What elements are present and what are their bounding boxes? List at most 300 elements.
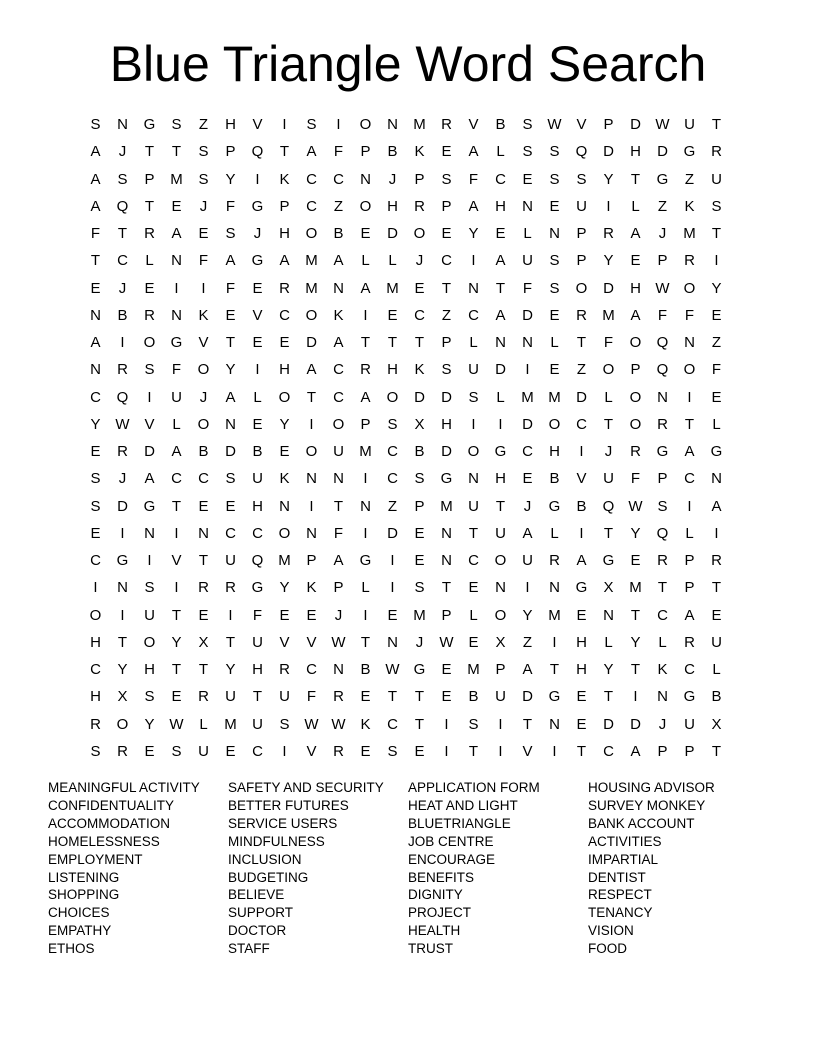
grid-letter: G — [440, 470, 453, 488]
grid-letter: C — [90, 388, 101, 406]
word-list-item: BANK ACCOUNT — [588, 815, 695, 831]
grid-letter: Y — [603, 252, 614, 270]
grid-letter: L — [145, 252, 154, 270]
word-list-item: BELIEVE — [228, 887, 285, 903]
grid-letter: L — [388, 252, 397, 270]
grid-row — [82, 329, 732, 356]
grid-letter: O — [305, 306, 318, 324]
grid-letter: L — [361, 252, 370, 270]
grid-letter: I — [498, 715, 503, 733]
word-list-item: ACCOMMODATION — [48, 815, 170, 831]
grid-letter: S — [387, 415, 398, 433]
grid-letter: T — [252, 688, 263, 706]
grid-letter: E — [711, 388, 722, 406]
grid-letter: E — [441, 225, 452, 243]
grid-row — [82, 356, 732, 383]
grid-letter: Y — [603, 170, 614, 188]
word-list-item: HEAT AND LIGHT — [408, 797, 518, 813]
grid-letter: L — [604, 633, 613, 651]
grid-row — [82, 574, 732, 601]
grid-letter: F — [198, 252, 209, 270]
grid-letter: N — [117, 116, 128, 134]
grid-letter: T — [468, 742, 479, 760]
grid-letter: M — [467, 661, 480, 679]
grid-letter: D — [603, 715, 614, 733]
grid-letter: D — [387, 225, 398, 243]
grid-letter: C — [171, 470, 182, 488]
grid-letter: S — [171, 116, 182, 134]
grid-letter: C — [414, 306, 425, 324]
grid-letter: U — [576, 197, 587, 215]
word-list — [48, 779, 768, 958]
grid-row — [82, 520, 732, 547]
grid-letter: N — [549, 225, 560, 243]
grid-letter: N — [333, 661, 344, 679]
grid-letter: C — [387, 443, 398, 461]
grid-letter: N — [225, 415, 236, 433]
grid-letter: E — [279, 334, 290, 352]
word-list-item: LISTENING — [48, 869, 120, 885]
grid-letter: D — [522, 688, 533, 706]
grid-letter: A — [333, 334, 344, 352]
grid-letter: D — [495, 361, 506, 379]
grid-letter: S — [468, 388, 479, 406]
grid-letter: W — [655, 279, 670, 297]
grid-letter: A — [684, 606, 695, 624]
grid-letter: D — [441, 443, 452, 461]
grid-row — [82, 493, 732, 520]
grid-letter: O — [683, 279, 696, 297]
grid-letter: T — [630, 661, 641, 679]
grid-letter: O — [278, 388, 291, 406]
grid-letter: N — [171, 306, 182, 324]
grid-letter: E — [225, 742, 236, 760]
grid-letter: I — [579, 524, 584, 542]
grid-letter: U — [495, 688, 506, 706]
grid-letter: P — [576, 225, 587, 243]
word-list-item: VISION — [588, 923, 634, 939]
grid-letter: Y — [171, 633, 182, 651]
grid-letter: I — [714, 524, 719, 542]
grid-letter: H — [495, 470, 506, 488]
grid-letter: F — [252, 606, 263, 624]
grid-letter: D — [225, 443, 236, 461]
grid-letter: V — [576, 470, 587, 488]
grid-letter: C — [117, 252, 128, 270]
grid-letter: I — [498, 415, 503, 433]
grid-letter: J — [604, 443, 613, 461]
word-list-item: CHOICES — [48, 905, 110, 921]
grid-letter: M — [413, 606, 426, 624]
grid-letter: L — [496, 388, 505, 406]
grid-letter: E — [252, 415, 263, 433]
grid-letter: N — [441, 552, 452, 570]
grid-letter: S — [468, 715, 479, 733]
grid-letter: R — [225, 579, 236, 597]
grid-letter: M — [305, 252, 318, 270]
grid-row — [82, 411, 732, 438]
grid-letter: A — [522, 661, 533, 679]
grid-letter: S — [306, 116, 317, 134]
grid-letter: C — [198, 470, 209, 488]
grid-letter: I — [471, 252, 476, 270]
grid-letter: F — [171, 361, 182, 379]
grid-letter: F — [684, 306, 695, 324]
grid-letter: O — [575, 279, 588, 297]
grid-letter: P — [225, 143, 236, 161]
grid-letter: A — [279, 252, 290, 270]
grid-letter: S — [549, 143, 560, 161]
grid-letter: O — [494, 606, 507, 624]
grid-letter: Y — [468, 225, 479, 243]
grid-letter: A — [576, 552, 587, 570]
grid-letter: E — [387, 606, 398, 624]
grid-letter: L — [604, 388, 613, 406]
grid-letter: N — [306, 470, 317, 488]
grid-letter: S — [549, 170, 560, 188]
grid-letter: T — [711, 742, 722, 760]
grid-letter: K — [279, 470, 290, 488]
grid-row — [82, 220, 732, 247]
grid-letter: M — [224, 715, 237, 733]
grid-letter: N — [657, 388, 668, 406]
word-list-item: SERVICE USERS — [228, 815, 338, 831]
grid-letter: T — [360, 334, 371, 352]
grid-letter: O — [278, 524, 291, 542]
grid-letter: O — [602, 361, 615, 379]
grid-letter: B — [414, 443, 425, 461]
grid-letter: F — [90, 225, 101, 243]
grid-letter: Q — [116, 197, 129, 215]
grid-letter: P — [657, 742, 668, 760]
letter-grid — [82, 111, 732, 765]
grid-letter: T — [711, 116, 722, 134]
grid-letter: Z — [522, 633, 533, 651]
grid-row — [82, 193, 732, 220]
grid-letter: D — [117, 497, 128, 515]
grid-letter: D — [441, 388, 452, 406]
grid-letter: U — [252, 633, 263, 651]
grid-letter: L — [523, 225, 532, 243]
grid-letter: B — [117, 306, 128, 324]
grid-letter: E — [198, 225, 209, 243]
grid-letter: M — [602, 306, 615, 324]
grid-letter: K — [414, 143, 425, 161]
grid-letter: G — [251, 252, 264, 270]
grid-letter: Q — [656, 334, 669, 352]
grid-letter: E — [549, 306, 560, 324]
grid-letter: N — [387, 116, 398, 134]
grid-letter: R — [576, 306, 587, 324]
grid-letter: V — [252, 306, 263, 324]
grid-letter: E — [360, 225, 371, 243]
grid-letter: R — [90, 715, 101, 733]
grid-letter: C — [252, 742, 263, 760]
grid-letter: N — [603, 606, 614, 624]
grid-letter: Y — [522, 606, 533, 624]
grid-letter: I — [390, 552, 395, 570]
grid-letter: W — [385, 661, 400, 679]
grid-letter: C — [333, 361, 344, 379]
grid-letter: Z — [684, 170, 695, 188]
grid-letter: E — [279, 606, 290, 624]
grid-letter: S — [90, 742, 101, 760]
grid-letter: U — [333, 443, 344, 461]
grid-letter: G — [575, 579, 588, 597]
grid-letter: P — [441, 334, 452, 352]
grid-letter: H — [225, 116, 236, 134]
grid-letter: S — [90, 470, 101, 488]
grid-letter: S — [144, 688, 155, 706]
grid-row — [82, 547, 732, 574]
grid-letter: T — [630, 170, 641, 188]
grid-letter: T — [711, 225, 722, 243]
grid-letter: D — [630, 116, 641, 134]
grid-letter: Y — [711, 279, 722, 297]
grid-letter: H — [387, 361, 398, 379]
grid-letter: F — [333, 524, 344, 542]
word-column — [228, 779, 408, 958]
grid-letter: N — [144, 524, 155, 542]
grid-row — [82, 738, 732, 765]
grid-letter: I — [282, 742, 287, 760]
grid-letter: A — [495, 306, 506, 324]
grid-letter: A — [630, 306, 641, 324]
word-column — [408, 779, 588, 958]
grid-row — [82, 166, 732, 193]
grid-letter: M — [386, 279, 399, 297]
grid-letter: N — [522, 334, 533, 352]
grid-letter: I — [363, 524, 368, 542]
word-list-item: CONFIDENTUALITY — [48, 797, 175, 813]
grid-letter: I — [93, 579, 98, 597]
word-list-item: TRUST — [408, 941, 453, 957]
grid-letter: F — [630, 470, 641, 488]
word-list-item: HEALTH — [408, 923, 461, 939]
grid-letter: G — [710, 443, 723, 461]
grid-letter: R — [333, 688, 344, 706]
grid-letter: L — [712, 661, 721, 679]
grid-letter: C — [603, 742, 614, 760]
grid-letter: T — [387, 688, 398, 706]
word-column — [48, 779, 228, 958]
grid-letter: A — [144, 470, 155, 488]
grid-letter: E — [279, 443, 290, 461]
grid-letter: M — [521, 388, 534, 406]
grid-letter: A — [90, 170, 101, 188]
grid-letter: U — [252, 470, 263, 488]
grid-letter: E — [414, 279, 425, 297]
grid-letter: I — [363, 306, 368, 324]
grid-letter: N — [117, 579, 128, 597]
grid-letter: E — [549, 361, 560, 379]
grid-letter: O — [413, 225, 426, 243]
grid-letter: Z — [657, 197, 668, 215]
grid-letter: T — [387, 334, 398, 352]
grid-letter: G — [143, 497, 156, 515]
grid-letter: I — [282, 116, 287, 134]
grid-letter: I — [687, 388, 692, 406]
word-list-item: IMPARTIAL — [588, 851, 659, 867]
grid-letter: Y — [630, 633, 641, 651]
grid-letter: A — [684, 443, 695, 461]
grid-letter: H — [441, 415, 452, 433]
grid-letter: P — [495, 661, 506, 679]
grid-letter: L — [172, 415, 181, 433]
grid-row — [82, 111, 732, 138]
grid-letter: A — [630, 742, 641, 760]
grid-letter: K — [684, 197, 695, 215]
grid-letter: M — [548, 388, 561, 406]
grid-letter: N — [495, 579, 506, 597]
grid-letter: T — [630, 606, 641, 624]
grid-letter: L — [361, 579, 370, 597]
grid-letter: O — [143, 334, 156, 352]
word-list-item: RESPECT — [588, 887, 652, 903]
grid-letter: X — [711, 715, 722, 733]
grid-letter: U — [495, 524, 506, 542]
grid-letter: B — [333, 225, 344, 243]
grid-letter: S — [522, 143, 533, 161]
grid-letter: E — [90, 279, 101, 297]
grid-letter: U — [468, 497, 479, 515]
grid-letter: E — [252, 334, 263, 352]
grid-letter: I — [390, 579, 395, 597]
grid-row — [82, 438, 732, 465]
grid-letter: S — [117, 170, 128, 188]
grid-letter: D — [522, 306, 533, 324]
grid-letter: Q — [116, 388, 129, 406]
grid-letter: U — [225, 688, 236, 706]
grid-letter: R — [711, 552, 722, 570]
grid-letter: I — [687, 497, 692, 515]
grid-letter: H — [387, 197, 398, 215]
grid-letter: L — [658, 633, 667, 651]
grid-letter: F — [225, 279, 236, 297]
grid-letter: A — [360, 279, 371, 297]
grid-letter: V — [306, 633, 317, 651]
grid-letter: O — [197, 361, 210, 379]
grid-letter: N — [279, 497, 290, 515]
grid-letter: U — [522, 252, 533, 270]
grid-letter: E — [198, 497, 209, 515]
grid-letter: A — [90, 334, 101, 352]
grid-letter: A — [225, 252, 236, 270]
grid-letter: Z — [711, 334, 722, 352]
grid-letter: K — [414, 361, 425, 379]
grid-letter: E — [414, 524, 425, 542]
grid-letter: J — [415, 252, 424, 270]
grid-letter: H — [630, 143, 641, 161]
grid-letter: L — [550, 334, 559, 352]
grid-letter: S — [414, 579, 425, 597]
grid-letter: N — [387, 633, 398, 651]
grid-letter: B — [468, 688, 479, 706]
grid-letter: R — [360, 361, 371, 379]
grid-letter: E — [360, 688, 371, 706]
grid-letter: T — [117, 633, 128, 651]
grid-letter: H — [252, 661, 263, 679]
grid-letter: U — [603, 470, 614, 488]
grid-letter: J — [118, 470, 127, 488]
grid-letter: N — [522, 197, 533, 215]
grid-letter: I — [147, 388, 152, 406]
grid-letter: T — [414, 715, 425, 733]
grid-letter: Y — [279, 415, 290, 433]
grid-row — [82, 138, 732, 165]
word-list-item: HOUSING ADVISOR — [588, 780, 715, 795]
grid-letter: T — [144, 197, 155, 215]
grid-letter: A — [711, 497, 722, 515]
grid-letter: X — [117, 688, 128, 706]
word-list-item: PROJECT — [408, 905, 472, 921]
grid-letter: N — [360, 497, 371, 515]
grid-letter: L — [253, 388, 262, 406]
grid-letter: F — [603, 334, 614, 352]
word-list-item: BUDGETING — [228, 869, 309, 885]
grid-letter: S — [657, 497, 668, 515]
grid-letter: G — [251, 197, 264, 215]
grid-letter: Z — [441, 306, 452, 324]
grid-letter: T — [90, 252, 101, 270]
grid-letter: S — [171, 742, 182, 760]
grid-letter: O — [143, 633, 156, 651]
grid-letter: J — [334, 606, 343, 624]
grid-letter: Q — [575, 143, 588, 161]
grid-letter: C — [306, 661, 317, 679]
grid-letter: Q — [602, 497, 615, 515]
grid-letter: S — [144, 361, 155, 379]
grid-letter: F — [711, 361, 722, 379]
grid-letter: I — [579, 443, 584, 461]
grid-letter: P — [144, 170, 155, 188]
grid-letter: R — [144, 306, 155, 324]
grid-letter: Y — [117, 661, 128, 679]
grid-letter: I — [174, 524, 179, 542]
grid-letter: R — [144, 225, 155, 243]
word-list-item: MEANINGFUL ACTIVITY — [48, 780, 200, 795]
grid-letter: I — [120, 606, 125, 624]
grid-letter: N — [549, 579, 560, 597]
grid-letter: T — [360, 633, 371, 651]
word-list-item: SAFETY AND SECURITY — [228, 780, 384, 795]
word-list-item: ACTIVITIES — [588, 833, 662, 849]
grid-letter: E — [576, 715, 587, 733]
grid-letter: T — [711, 579, 722, 597]
grid-letter: O — [197, 415, 210, 433]
grid-letter: A — [333, 252, 344, 270]
grid-letter: V — [576, 116, 587, 134]
grid-letter: Y — [279, 579, 290, 597]
grid-letter: F — [333, 143, 344, 161]
grid-letter: I — [147, 552, 152, 570]
grid-letter: E — [468, 633, 479, 651]
grid-letter: B — [360, 661, 371, 679]
grid-letter: A — [360, 388, 371, 406]
grid-letter: I — [444, 742, 449, 760]
grid-letter: T — [657, 579, 668, 597]
grid-row — [82, 247, 732, 274]
grid-letter: S — [90, 116, 101, 134]
grid-letter: R — [279, 279, 290, 297]
grid-letter: E — [306, 606, 317, 624]
grid-letter: K — [657, 661, 668, 679]
grid-letter: W — [169, 715, 184, 733]
grid-letter: T — [171, 143, 182, 161]
grid-letter: C — [468, 306, 479, 324]
grid-letter: Q — [656, 361, 669, 379]
word-list-item: HOMELESSNESS — [48, 833, 160, 849]
